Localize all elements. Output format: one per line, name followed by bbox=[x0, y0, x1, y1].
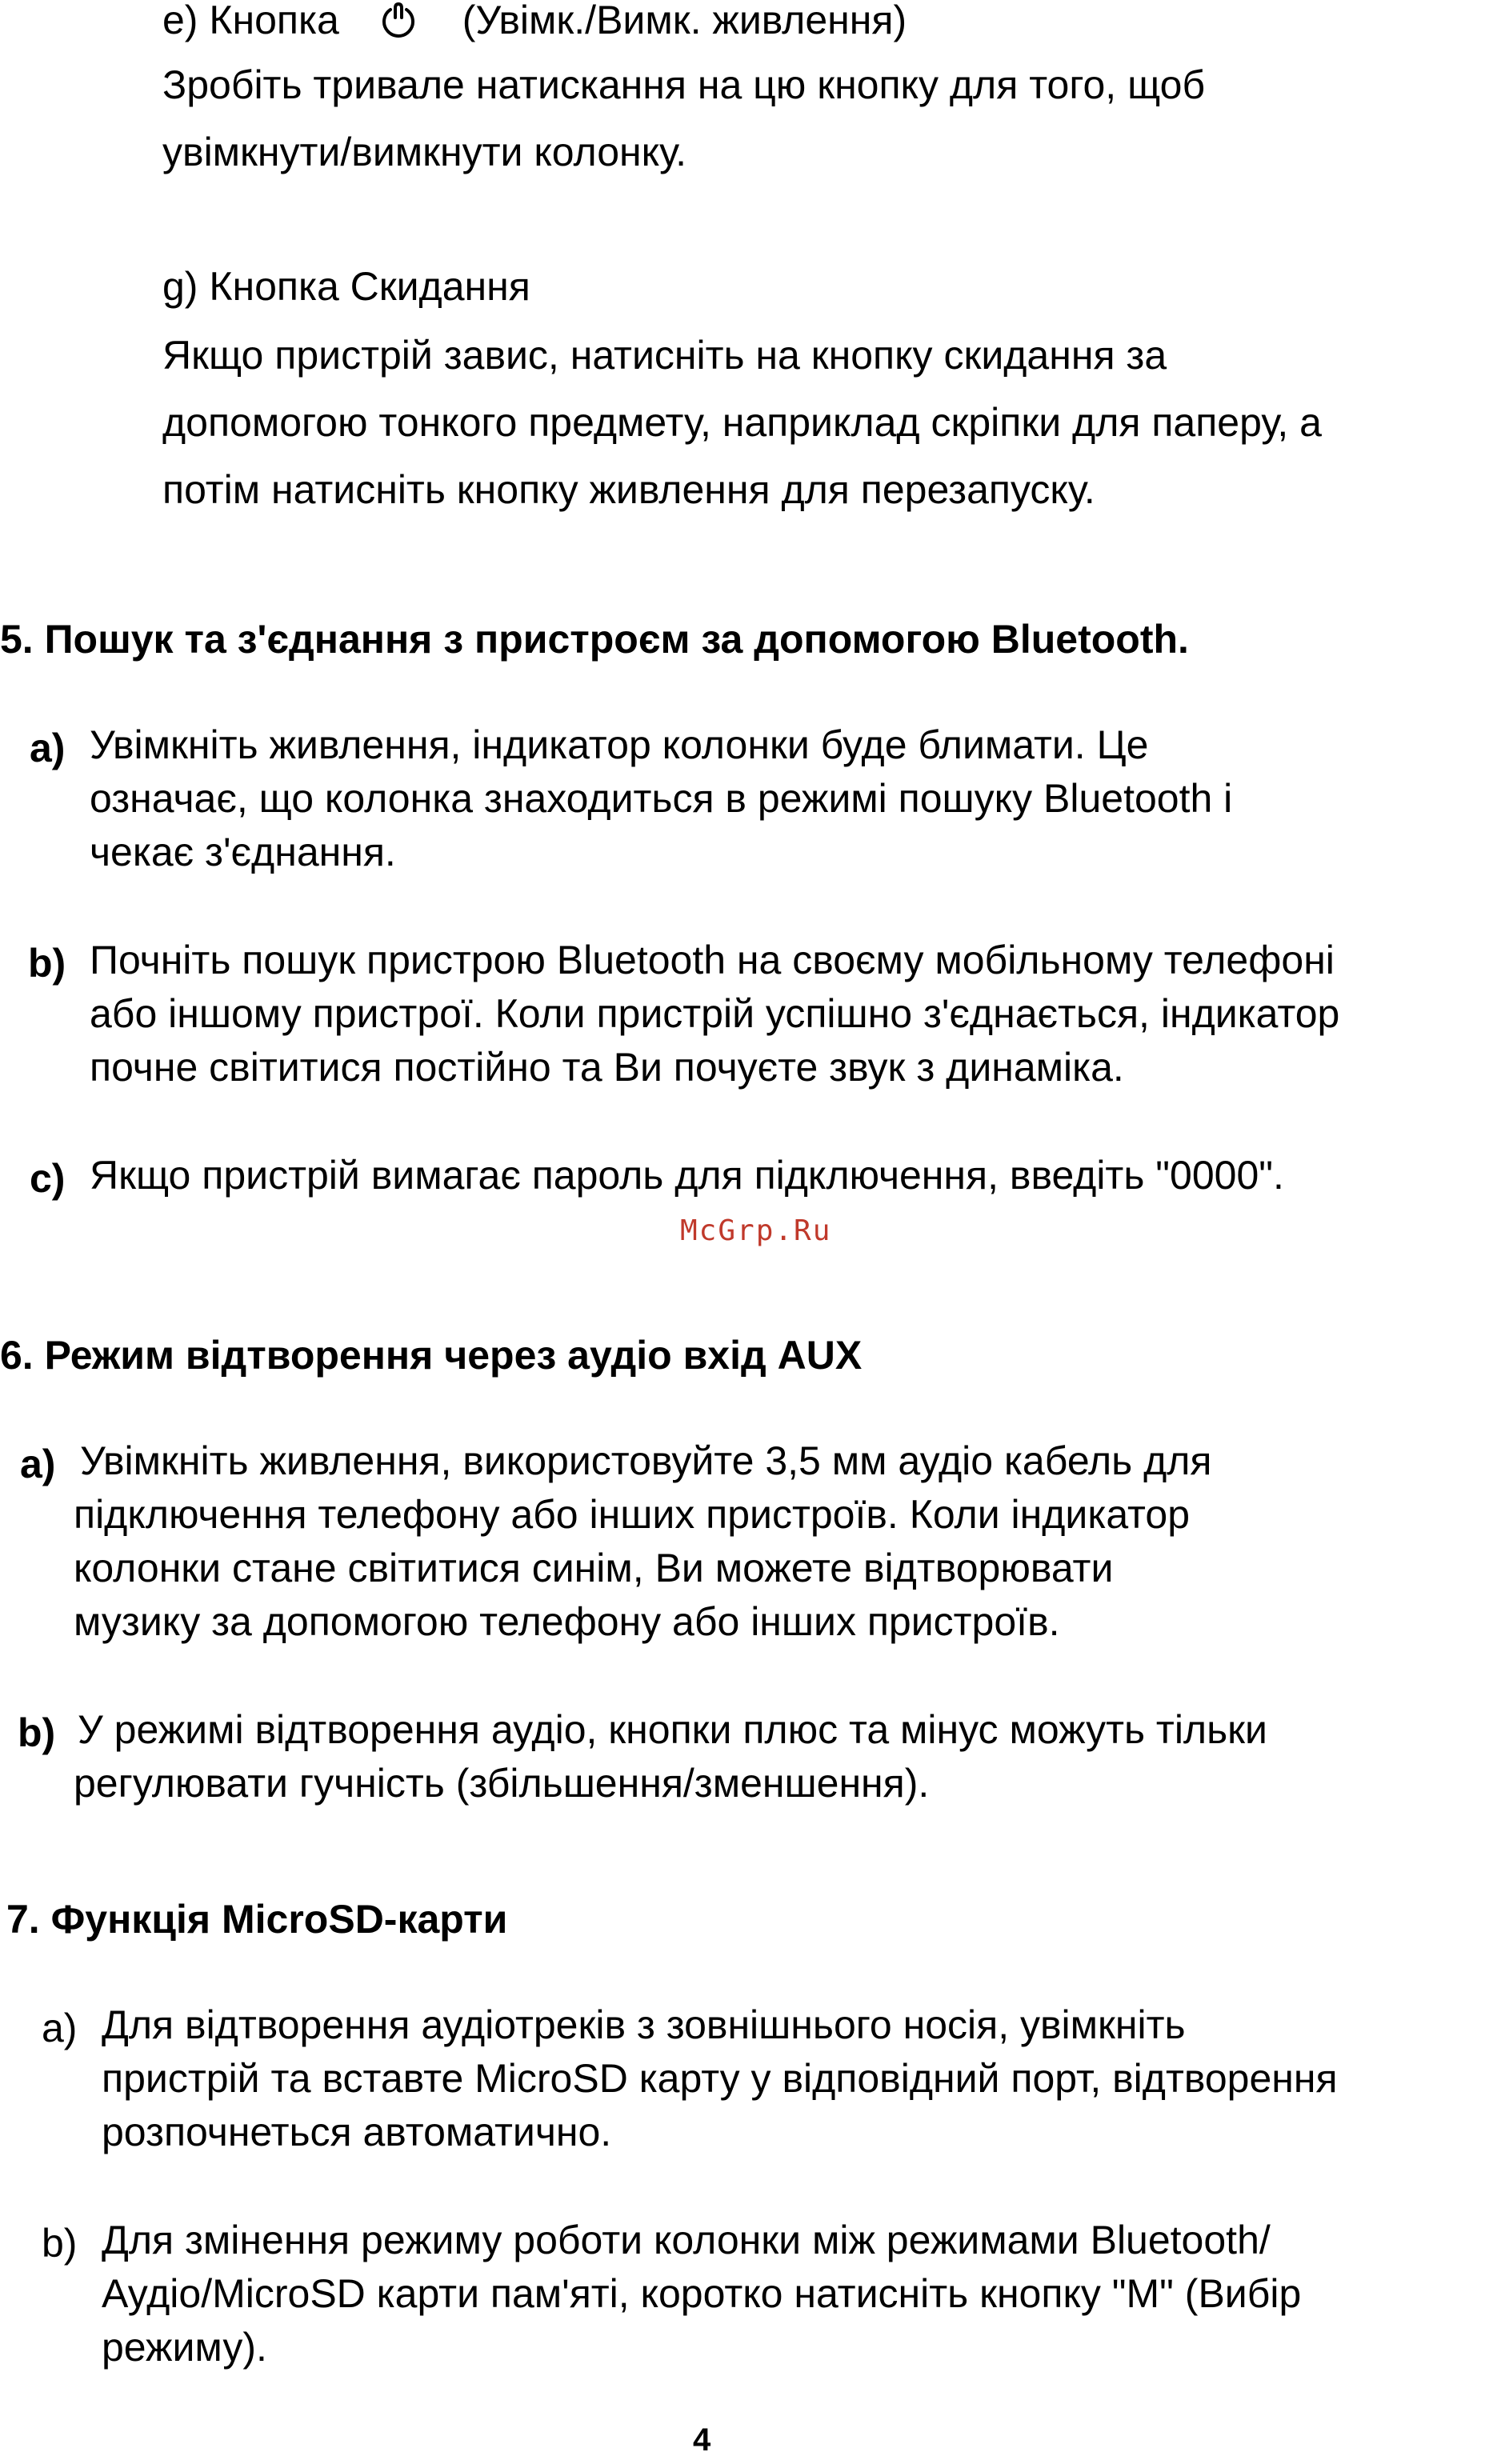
page-number: 4 bbox=[693, 2422, 711, 2458]
section-7-item-a-line-1: Для відтворення аудіотреків з зовнішнього носія, увімкніть bbox=[102, 2002, 1186, 2047]
item-g-desc-1: Якщо пристрій завис, натисніть на кнопку скидання за bbox=[162, 333, 1167, 378]
section-6-item-b-line-1: У режимі відтворення аудіо, кнопки плюс та мінус можуть тільки bbox=[78, 1707, 1267, 1752]
section-7-item-a-line-2: пристрій та вставте MicroSD карту у відповідний порт, відтворення bbox=[102, 2056, 1338, 2101]
section-7-item-a-label: a) bbox=[42, 2006, 78, 2050]
section-5-item-a-line-3: чекає з'єднання. bbox=[90, 830, 396, 874]
section-6-title: 6. Режим відтворення через аудіо вхід AUX bbox=[0, 1333, 863, 1378]
item-e-desc-1: Зробіть тривале натискання на цю кнопку для того, щоб bbox=[162, 62, 1206, 107]
section-5-item-b-line-2: або іншому пристрої. Коли пристрій успішно з'єднається, індикатор bbox=[90, 991, 1340, 1036]
section-7-item-b-line-2: Аудіо/MicroSD карти пам'яті, коротко натисніть кнопку "М" (Вибір bbox=[102, 2271, 1302, 2316]
item-e-suffix: (Увімк./Вимк. живлення) bbox=[462, 0, 907, 42]
item-e-prefix: е) Кнопка bbox=[162, 0, 339, 42]
section-7-item-b-line-1: Для змінення режиму роботи колонки між режимами Bluetooth/ bbox=[102, 2218, 1271, 2262]
section-5-item-c-line-1: Якщо пристрій вимагає пароль для підключення, введіть "0000". bbox=[90, 1153, 1284, 1198]
item-g-title: g) Кнопка Скидання bbox=[162, 264, 530, 309]
section-6-item-a-line-1: Увімкніть живлення, використовуйте 3,5 мм аудіо кабель для bbox=[80, 1438, 1212, 1483]
section-5-item-a-line-1: Увімкніть живлення, індикатор колонки буде блимати. Це bbox=[90, 722, 1149, 767]
section-5-item-b-line-3: почне світитися постійно та Ви почуєте звук з динаміка. bbox=[90, 1045, 1124, 1090]
section-6-item-b-label: b) bbox=[18, 1710, 56, 1755]
section-5-item-b-label: b) bbox=[28, 941, 66, 986]
section-6-item-a-line-2: підключення телефону або інших пристроїв. Коли індикатор bbox=[74, 1492, 1190, 1537]
section-5-title: 5. Пошук та з'єднання з пристроєм за допомогою Bluetooth. bbox=[0, 617, 1189, 662]
section-6-item-b-line-2: регулювати гучність (збільшення/зменшення). bbox=[74, 1761, 930, 1806]
section-7-item-b-line-3: режиму). bbox=[102, 2325, 267, 2370]
section-6-item-a-line-4: музику за допомогою телефону або інших пристроїв. bbox=[74, 1599, 1060, 1644]
power-button-icon bbox=[378, 0, 419, 42]
item-g-desc-3: потім натисніть кнопку живлення для перезапуску. bbox=[162, 467, 1095, 512]
section-7-item-a-line-3: розпочнеться автоматично. bbox=[102, 2110, 612, 2154]
item-e-desc-2: увімкнути/вимкнути колонку. bbox=[162, 130, 686, 174]
section-6-item-a-line-3: колонки стане світитися синім, Ви можете відтворювати bbox=[74, 1546, 1114, 1590]
item-e-title bbox=[162, 0, 907, 47]
section-5-item-a-line-2: означає, що колонка знаходиться в режимі пошуку Bluetooth і bbox=[90, 776, 1233, 821]
section-7-item-b-label: b) bbox=[42, 2221, 78, 2266]
watermark: McGrp.Ru bbox=[680, 1214, 832, 1247]
section-5-item-b-line-1: Почніть пошук пристрою Bluetooth на своєму мобільному телефоні bbox=[90, 938, 1335, 982]
section-5-item-c-label: c) bbox=[30, 1156, 66, 1201]
section-6-item-a-label: a) bbox=[20, 1442, 56, 1486]
section-7-title: 7. Функція MicroSD-карти bbox=[6, 1897, 508, 1942]
item-g-desc-2: допомогою тонкого предмету, наприклад скріпки для паперу, а bbox=[162, 400, 1322, 445]
section-5-item-a-label: a) bbox=[30, 726, 66, 770]
